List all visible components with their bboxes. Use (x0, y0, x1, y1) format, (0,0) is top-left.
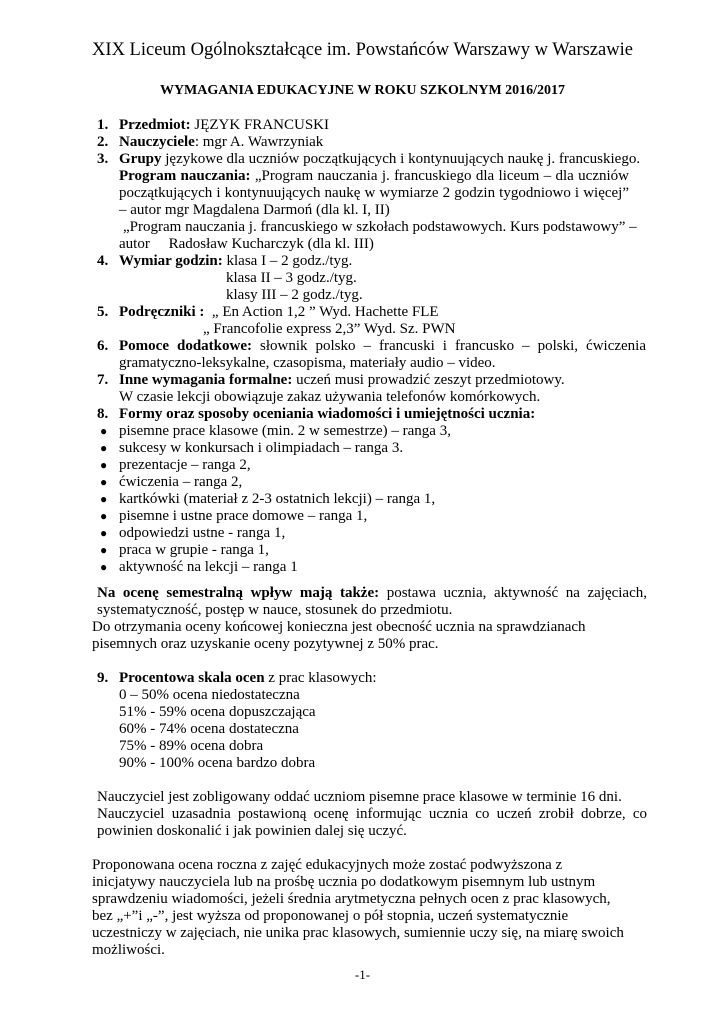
item-scale (119, 670, 649, 687)
teacher-note-2: Nauczyciel uzasadnia postawioną ocenę informując ucznia co uczeń zrobił dobrze, co powinien doskonalić i jak powinien dalej się uczyć. (97, 806, 647, 839)
scale-row: 0 – 50% ocena niedostateczna (119, 687, 300, 703)
hours-line-1: klasa I – 2 godz./tyg. (222, 253, 353, 269)
item-groups (119, 151, 659, 168)
item-hours (119, 253, 649, 270)
program-text-2a: „Program nauczania j. francuskiego w szkołach podstawowych. Kurs podstawowy” – (123, 219, 637, 235)
teacher-note-1: Nauczyciel jest zobligowany oddać uczniom pisemne prace klasowe w terminie 16 dni. (97, 789, 622, 805)
bullet-icon: ● (100, 509, 108, 523)
bullet-text: ćwiczenia – ranga 2, (119, 474, 243, 490)
semester-text: postawa ucznia, aktywność na zajęciach, systematyczność, postęp w nauce, stosunek do przedmiotu. (97, 585, 647, 618)
bullet-icon: ● (100, 543, 108, 557)
formal-value: uczeń musi prowadzić zeszyt przedmiotowy. (292, 372, 565, 388)
bullet-icon: ● (100, 526, 108, 540)
item-teachers (119, 134, 649, 151)
item-number-5: 5. (97, 304, 109, 320)
list-item (100, 423, 451, 440)
item-number-9: 9. (97, 670, 109, 686)
scale-label: Procentowa skala ocen (119, 670, 265, 686)
bullet-icon: ● (100, 560, 108, 574)
list-item (100, 559, 298, 576)
school-header: XIX Liceum Ogólnokształcące im. Powstańców Warszawy w Warszawie (92, 40, 633, 60)
semester-label: Na ocenę semestralną wpływ mają także: (97, 585, 380, 601)
document-title: WYMAGANIA EDUKACYJNE W ROKU SZKOLNYM 2016/2017 (159, 83, 566, 98)
textbook-2: „ Francofolie express 2,3” Wyd. Sz. PWN (203, 321, 456, 337)
list-item (100, 491, 435, 508)
groups-value: językowe dla uczniów początkujących i kontynuujących naukę j. francuskiego. (161, 151, 641, 167)
bullet-text: prezentacje – ranga 2, (119, 457, 251, 473)
list-item (100, 542, 269, 559)
bullet-icon: ● (100, 424, 108, 438)
semester-paragraph (97, 585, 647, 619)
bullet-text: kartkówki (materiał z 2-3 ostatnich lekcji) – ranga 1, (119, 491, 436, 507)
hours-line-2: klasa II – 3 godz./tyg. (226, 270, 357, 286)
program-text-1: „Program nauczania j. francuskiego dla liceum – dla uczniów początkujących i kontynuujących naukę w wymiarze 2 godzin tygodniowo i więcej” – autor mgr Magdalena Darmoń (dla kl. I, II) (119, 168, 629, 218)
bullet-text: pisemne i ustne prace domowe – ranga 1, (119, 508, 368, 524)
list-item (100, 457, 251, 474)
scale-row: 60% - 74% ocena dostateczna (119, 721, 299, 737)
item-subject (119, 117, 649, 134)
bullet-icon: ● (100, 492, 108, 506)
bullet-text: odpowiedzi ustne - ranga 1, (119, 525, 286, 541)
list-item (100, 474, 242, 491)
hours-line-3: klasy III – 2 godz./tyg. (226, 287, 363, 303)
hours-label: Wymiar godzin: (119, 253, 223, 269)
bullet-icon: ● (100, 458, 108, 472)
bullet-text: aktywność na lekcji – ranga 1 (119, 559, 298, 575)
subject-label: Przedmiot: (119, 117, 191, 133)
bullet-text: pisemne prace klasowe (min. 2 w semestrze) – ranga 3, (119, 423, 451, 439)
bullet-text: praca w grupie - ranga 1, (119, 542, 269, 558)
annual-grade-paragraph: Proponowana ocena roczna z zajęć edukacyjnych może zostać podwyższona z inicjatywy nauczyciela lub na prośbę ucznia po dodatkowym pisemnym lub ustnym sprawdzeniu wiadomości, jeżeli średnia arytmetyczna pełnych ocen z prac klasowych, bez „+”i „-”, jest wyższa od proponowanej o pół stopnia, uczeń systematycznie uczestniczy w zajęciach, nie unika prac klasowych, sumiennie uczy się, na miarę swoich możliwości. (92, 857, 624, 958)
teachers-label: Nauczyciele (119, 134, 195, 150)
groups-label: Grupy (119, 151, 162, 167)
item-number-7: 7. (97, 372, 109, 388)
bullet-icon: ● (100, 441, 108, 455)
bullet-icon: ● (100, 475, 108, 489)
item-assessment (119, 406, 649, 423)
assessment-label: Formy oraz sposoby oceniania wiadomości i umiejętności ucznia: (119, 406, 536, 422)
list-item (100, 508, 367, 525)
formal-label: Inne wymagania formalne: (119, 372, 293, 388)
textbook-1: „ En Action 1,2 ” Wyd. Hachette FLE (204, 304, 439, 320)
item-number-2: 2. (97, 134, 109, 150)
page-number: -1- (354, 967, 371, 982)
aids-value: słownik polsko – francuski i francusko – polski, ćwiczenia gramatyczno-leksykalne, czasopisma, materiały audio – video. (119, 338, 646, 371)
scale-row: 75% - 89% ocena dobra (119, 738, 264, 754)
scale-row: 51% - 59% ocena dopuszczająca (119, 704, 316, 720)
item-number-8: 8. (97, 406, 109, 422)
program-text-2b: autor Radosław Kucharczyk (dla kl. III) (119, 236, 374, 252)
program-label: Program nauczania: (119, 168, 251, 184)
list-item (100, 440, 403, 457)
program-paragraph-1 (119, 168, 629, 219)
aids-label: Pomoce dodatkowe: (119, 338, 252, 354)
item-aids (119, 338, 646, 372)
item-number-1: 1. (97, 117, 109, 133)
item-formal (119, 372, 649, 389)
scale-text: z prac klasowych: (264, 670, 377, 686)
final-grade-paragraph: Do otrzymania oceny końcowej konieczna jest obecność ucznia na sprawdzianach pisemnych oraz uzyskanie oceny pozytywnej z 50% prac. (92, 619, 586, 652)
textbooks-label: Podręczniki : (119, 304, 205, 320)
bullet-text: sukcesy w konkursach i olimpiadach – ranga 3. (119, 440, 404, 456)
scale-row: 90% - 100% ocena bardzo dobra (119, 755, 316, 771)
subject-value: JĘZYK FRANCUSKI (190, 117, 329, 133)
item-number-3: 3. (97, 151, 109, 167)
item-number-4: 4. (97, 253, 109, 269)
formal-phones: W czasie lekcji obowiązuje zakaz używania telefonów komórkowych. (119, 389, 541, 405)
item-textbooks (119, 304, 649, 321)
list-item (100, 525, 285, 542)
item-number-6: 6. (97, 338, 109, 354)
teachers-value: : mgr A. Wawrzyniak (194, 134, 324, 150)
